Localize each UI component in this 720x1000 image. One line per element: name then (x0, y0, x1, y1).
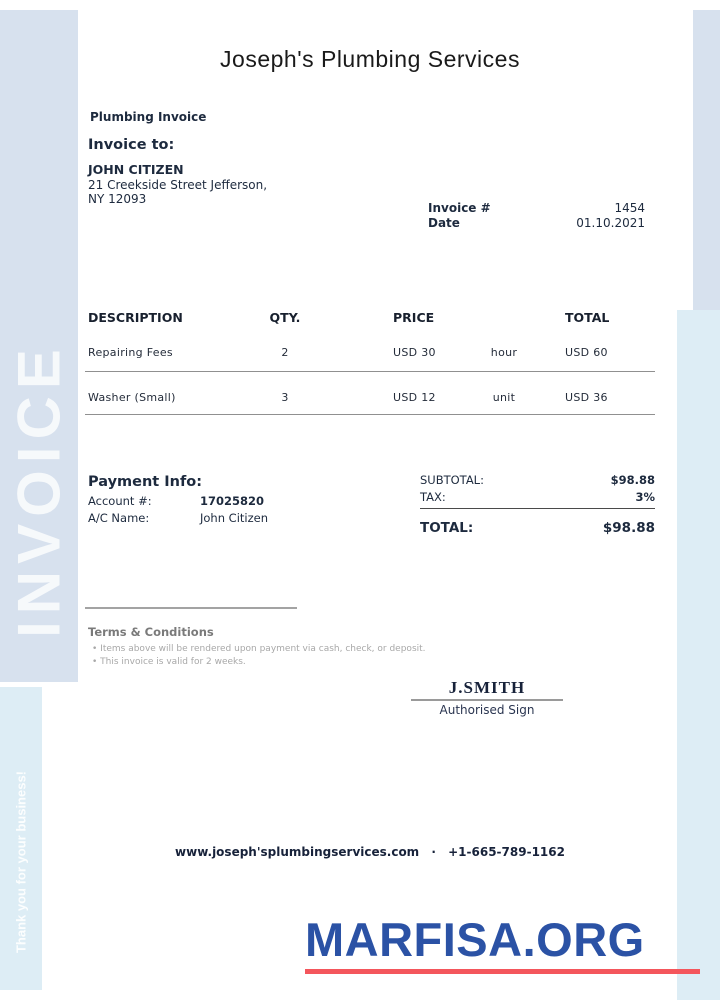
customer-address-line1: 21 Creekside Street Jefferson, (88, 178, 268, 192)
payment-info-title: Payment Info: (88, 474, 203, 490)
grand-total-value: $98.88 (602, 520, 655, 536)
row1-qty: 2 (281, 346, 289, 359)
account-name-value: John Citizen (200, 511, 268, 525)
tax-row (420, 490, 655, 504)
invoice-number-row (428, 201, 645, 216)
header-description: DESCRIPTION (88, 310, 183, 325)
row1-unit: hour (490, 346, 518, 359)
company-title: Joseph's Plumbing Services (220, 46, 520, 72)
footer-separator: · (431, 845, 436, 859)
account-name-label: A/C Name: (88, 511, 150, 525)
account-name-row (88, 511, 268, 525)
row1-price: USD 30 (393, 346, 436, 359)
subtotal-row (420, 473, 655, 487)
terms-title: Terms & Conditions (88, 625, 214, 639)
phone-text: +1-665-789-1162 (448, 845, 565, 859)
website-text: www.joseph'splumbingservices.com (175, 845, 420, 859)
row2-description: Washer (Small) (88, 391, 176, 404)
invoice-date-label: Date (428, 216, 460, 230)
header-total: TOTAL (565, 310, 610, 325)
row1-total: USD 60 (565, 346, 608, 359)
contact-footer (85, 845, 655, 859)
customer-address-line2: NY 12093 (88, 192, 147, 206)
invoice-date-row (428, 216, 645, 231)
row2-price: USD 12 (393, 391, 436, 404)
signature-line (411, 699, 563, 701)
tax-label: TAX: (420, 490, 446, 504)
row1-description: Repairing Fees (88, 346, 173, 359)
header-qty: QTY. (269, 310, 301, 325)
subtotal-label: SUBTOTAL: (420, 473, 484, 487)
invoice-number-value: 1454 (614, 201, 645, 215)
row2-divider (85, 414, 655, 415)
grand-total-row (420, 520, 655, 536)
terms-item-2: • This invoice is valid for 2 weeks. (92, 657, 246, 667)
signature-caption: Authorised Sign (439, 703, 535, 717)
account-number-row (88, 494, 264, 508)
account-number-label: Account #: (88, 494, 152, 508)
right-upper-accent-band (693, 10, 720, 310)
row2-unit: unit (492, 391, 516, 404)
header-price: PRICE (393, 310, 435, 325)
terms-divider (85, 607, 297, 609)
invoice-to-label: Invoice to: (88, 137, 175, 153)
subtotal-value: $98.88 (610, 473, 655, 487)
invoice-watermark: INVOICE (5, 342, 73, 638)
brand-logo-underline (305, 969, 700, 974)
signature-block (403, 678, 571, 717)
row1-divider (85, 371, 655, 372)
grand-total-label: TOTAL: (420, 520, 474, 536)
account-number-value: 17025820 (200, 494, 265, 508)
totals-divider (420, 508, 655, 509)
right-lower-accent-band (677, 310, 720, 1000)
brand-logo-text: MARFISA.ORG (305, 913, 645, 966)
invoice-meta (428, 201, 645, 231)
row2-total: USD 36 (565, 391, 608, 404)
document-type-label: Plumbing Invoice (90, 110, 207, 124)
invoice-number-label: Invoice # (428, 201, 491, 215)
invoice-date-value: 01.10.2021 (576, 216, 645, 230)
thank-you-watermark: Thank you for your business! (13, 770, 29, 954)
brand-logo (305, 912, 700, 974)
signature-name: J.SMITH (448, 678, 526, 697)
row2-qty: 3 (281, 391, 289, 404)
customer-name: JOHN CITIZEN (88, 162, 184, 177)
tax-value: 3% (635, 490, 655, 504)
terms-item-1: • Items above will be rendered upon payment via cash, check, or deposit. (92, 644, 426, 654)
